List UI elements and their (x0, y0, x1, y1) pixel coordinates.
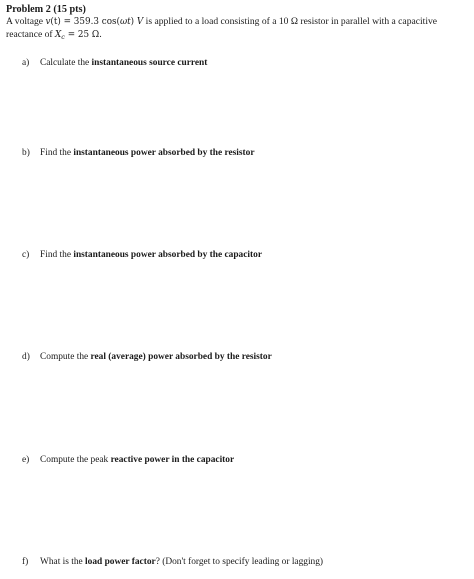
problem-statement (6, 16, 470, 43)
voltage-expression: = 359.3 cos( (60, 17, 120, 27)
question-text: Find the (40, 250, 74, 260)
question-letter: b) (22, 148, 30, 158)
reactance-value: = 25 Ω. (64, 29, 102, 40)
omega-t: ωt (119, 17, 131, 27)
statement-text: reactance of (6, 28, 55, 40)
problem-title: Problem 2 (15 pts) (6, 4, 86, 15)
question-emphasis: load power factor (85, 557, 156, 567)
statement-text: is applied to a load consisting of a 10 Ω resistor in parallel with a capacitive (143, 16, 438, 27)
question-emphasis: reactive power in the capacitor (110, 455, 235, 465)
question-e (22, 455, 234, 467)
question-text: Find the (40, 148, 74, 158)
reactance-subscript: c (61, 32, 65, 41)
reactance-symbol: X (55, 29, 62, 40)
question-text: Calculate the (40, 58, 92, 68)
time-argument: (t) (50, 17, 61, 27)
question-emphasis: instantaneous source current (91, 58, 208, 68)
question-emphasis: instantaneous power absorbed by the resistor (73, 148, 255, 158)
question-text: Compute the peak (40, 455, 111, 465)
question-text: Compute the (40, 352, 91, 362)
question-text-tail: ? (Don't forget to specify leading or lagging) (155, 557, 324, 567)
question-letter: c) (22, 250, 30, 260)
problem-statement-line-2 (6, 29, 470, 44)
question-letter: a) (22, 58, 30, 68)
expression-close: ) (130, 17, 137, 27)
problem-statement-line-1 (6, 16, 470, 29)
question-b (22, 148, 255, 160)
question-emphasis: real (average) power absorbed by the resistor (90, 352, 272, 362)
question-text: What is the (40, 557, 86, 567)
question-letter: e) (22, 455, 30, 465)
question-c (22, 250, 262, 262)
volt-unit: V (136, 17, 144, 27)
question-d (22, 352, 272, 364)
question-letter: f) (22, 557, 29, 567)
question-f (22, 557, 323, 569)
question-a (22, 58, 207, 70)
question-emphasis: instantaneous power absorbed by the capacitor (73, 250, 262, 260)
statement-text: A voltage (6, 16, 46, 27)
voltage-symbol: v (45, 17, 51, 27)
question-letter: d) (22, 352, 30, 362)
